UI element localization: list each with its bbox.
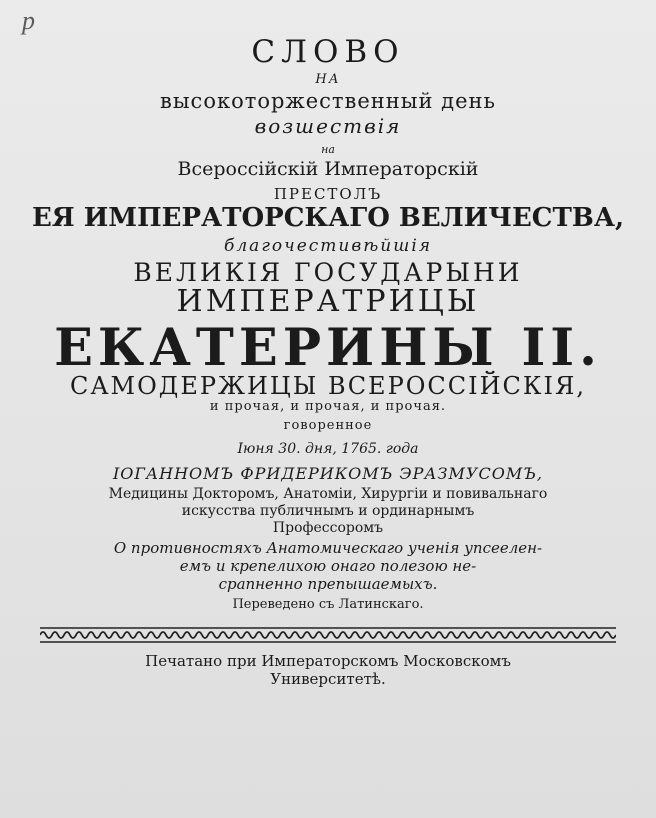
accession-line: возшествія [254,114,402,138]
preposition-line-2: на [321,143,335,156]
translation-note: Переведено съ Латинскаго. [232,597,424,612]
author-name-line: ІОГАННОМЪ ФРИДЕРИКОМЪ ЭРАЗМУСОМЪ, [112,464,543,483]
title-word: СЛОВО [251,34,405,70]
throne-word: ПРЕСТОЛЪ [273,185,383,203]
throne-line: Всероссійскій Императорскій [177,158,479,180]
majesty-line: ЕЯ ИМПЕРАТОРСКАГО ВЕЛИЧЕСТВА, [31,203,625,233]
occasion-line: высокоторжественный день [160,89,496,113]
autocrat-line: САМОДЕРЖИЦЫ ВСЕРОССІЙСКІЯ, [70,372,586,400]
pious-line: благочестивѣйшія [223,236,433,256]
date-line: Іюня 30. дня, 1765. года [237,441,419,457]
spoken-line: говоренное [283,418,373,433]
corner-handwritten-mark: р [22,6,35,35]
subject-line-1: О противностяхъ Анатомическаго ученія упсеелен- [113,539,543,557]
imprint-line-1: Печатано при Императорскомъ Московскомъ [145,652,511,670]
author-title-line-2: искусства публичнымъ и ординарнымъ [181,503,475,519]
preposition-line: НА [315,72,341,87]
imprint-line-2: Университетѣ. [270,670,386,688]
ornamental-rule [40,626,616,644]
author-title-line-1: Медицины Докторомъ, Анатоміи, Хирургіи и повивальнаго [108,486,548,502]
subject-line-3: срапненно препышаемыхъ. [218,575,438,593]
subject-line-2: емъ и крепелихою онаго полезою не- [179,557,477,575]
catherine-line: ЕКАТЕРИНЫ II. [54,318,602,378]
etcetera-line: и прочая, и прочая, и прочая. [209,399,447,414]
empress-line: ИМПЕРАТРИЦЫ [176,284,480,319]
author-title-line-3: Профессоромъ [272,520,384,536]
great-sovereign-line: ВЕЛИКІЯ ГОСУДАРЫНИ [133,258,523,287]
